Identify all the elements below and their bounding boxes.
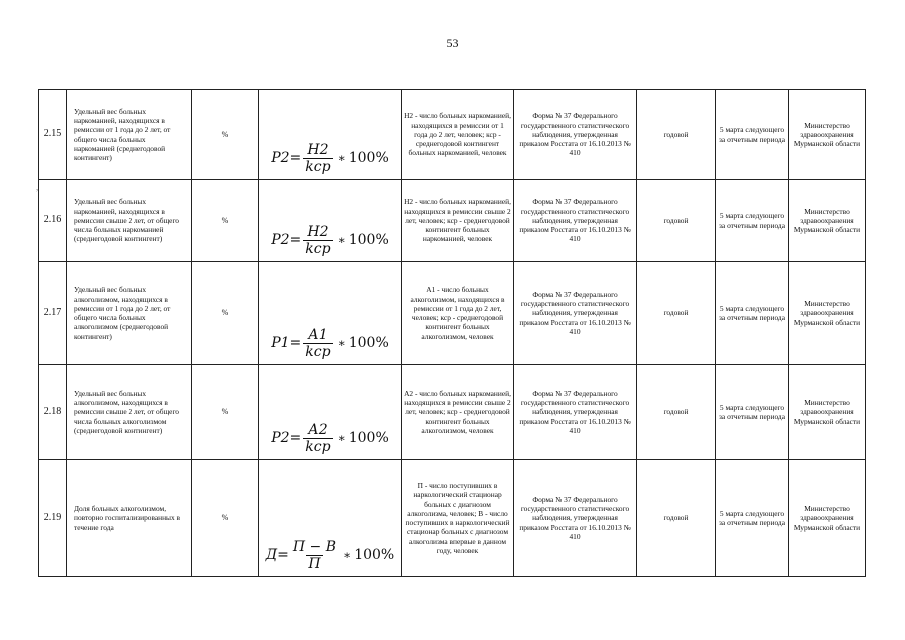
calculation-formula <box>259 365 402 460</box>
table-row <box>39 180 866 262</box>
periodicity: годовой <box>637 90 716 180</box>
row-number: 2.17 <box>39 262 67 365</box>
row-number: 2.16 <box>39 180 67 262</box>
data-source: Форма № 37 Федерального государственного статистического наблюдения, утвержденная приказом Росстата от 16.10.2013 № 410 <box>514 365 637 460</box>
unit-of-measure: % <box>192 262 259 365</box>
calculation-formula <box>259 460 402 577</box>
formula-denominator: kcp <box>305 343 331 360</box>
formula-numerator: П − В <box>292 538 337 555</box>
formula-multiply: ∗ <box>343 548 352 563</box>
formula-fraction <box>303 143 332 175</box>
formula-fraction <box>303 423 332 455</box>
formula-numerator: Н2 <box>307 223 329 240</box>
indicator-name: Удельный вес больных наркоманией, находящихся в ремиссии от 1 года до 2 лет, от общего числа больных наркоманией (среднегодовой контингент) <box>67 90 192 180</box>
formula-lhs: Д <box>265 547 278 563</box>
formula-lhs: Р2 <box>271 232 290 248</box>
page-number: 53 <box>446 36 459 50</box>
formula-fraction <box>291 540 338 572</box>
formula-multiply: ∗ <box>337 233 346 248</box>
formula-lhs: Р2 <box>271 430 290 446</box>
calculation-formula <box>259 90 402 180</box>
responsible-organization: Министерство здравоохранения Мурманской области <box>789 90 866 180</box>
formula-equals: = <box>289 150 302 166</box>
periodicity: годовой <box>637 365 716 460</box>
formula-lhs: Р2 <box>271 150 290 166</box>
submission-deadline: 5 марта следующего за отчетным периода <box>716 365 789 460</box>
unit-of-measure: % <box>192 460 259 577</box>
formula-numerator: Н2 <box>307 141 329 158</box>
responsible-organization: Министерство здравоохранения Мурманской области <box>789 262 866 365</box>
formula-numerator: А1 <box>308 326 328 343</box>
unit-of-measure: % <box>192 365 259 460</box>
table-row <box>39 262 866 365</box>
unit-of-measure: % <box>192 180 259 262</box>
formula-variables-description: А1 - число больных алкоголизмом, находящихся в ремиссии от 1 года до 2 лет, человек; ксp - среднегодовой контингент больных алкоголизмом, человек <box>402 262 514 365</box>
formula-variables-description: А2 - число больных наркоманией, находящихся в ремиссии свыше 2 лет, человек; ксp - среднегодовой контингент больных алкоголизмом, человек <box>402 365 514 460</box>
calculation-formula <box>259 262 402 365</box>
formula-variables-description: Н2 - число больных наркоманией, находящихся в ремиссии свыше 2 лет, человек; ксp - среднегодовой контингент больных наркоманией, человек <box>402 180 514 262</box>
indicator-name: Удельный вес больных алкоголизмом, находящихся в ремиссии свыше 2 лет, от общего числа больных алкоголизмом (среднегодовой контингент) <box>67 365 192 460</box>
formula-percent: 100% <box>354 547 395 563</box>
formula-lhs: Р1 <box>271 335 290 351</box>
table-row <box>39 365 866 460</box>
formula-expression <box>259 423 401 455</box>
table-row <box>39 90 866 180</box>
formula-expression <box>259 540 401 572</box>
formula-percent: 100% <box>348 335 389 351</box>
row-number: 2.18 <box>39 365 67 460</box>
formula-expression <box>259 225 401 257</box>
formula-percent: 100% <box>348 430 389 446</box>
periodicity: годовой <box>637 460 716 577</box>
responsible-organization: Министерство здравоохранения Мурманской области <box>789 180 866 262</box>
formula-denominator: kcp <box>305 438 331 455</box>
table-row <box>39 460 866 577</box>
formula-fraction <box>303 328 332 360</box>
formula-equals: = <box>289 335 302 351</box>
unit-of-measure: % <box>192 90 259 180</box>
scan-speck: , <box>36 182 39 192</box>
submission-deadline: 5 марта следующего за отчетным периода <box>716 262 789 365</box>
responsible-organization: Министерство здравоохранения Мурманской области <box>789 365 866 460</box>
formula-expression <box>259 328 401 360</box>
indicators-table <box>38 89 866 577</box>
formula-denominator: П <box>308 555 321 572</box>
data-source: Форма № 37 Федерального государственного статистического наблюдения, утвержденная приказом Росстата от 16.10.2013 № 410 <box>514 262 637 365</box>
row-number: 2.19 <box>39 460 67 577</box>
submission-deadline: 5 марта следующего за отчетным периода <box>716 460 789 577</box>
formula-denominator: kcp <box>305 158 331 175</box>
formula-expression <box>259 143 401 175</box>
formula-percent: 100% <box>348 232 389 248</box>
formula-equals: = <box>289 232 302 248</box>
responsible-organization: Министерство здравоохранения Мурманской области <box>789 460 866 577</box>
submission-deadline: 5 марта следующего за отчетным периода <box>716 180 789 262</box>
indicator-name: Удельный вес больных наркоманией, находящихся в ремиссии свыше 2 лет, от общего числа больных наркоманией (среднегодовой контингент) <box>67 180 192 262</box>
data-source: Форма № 37 Федерального государственного статистического наблюдения, утвержденная приказом Росстата от 16.10.2013 № 410 <box>514 180 637 262</box>
formula-variables-description: Н2 - число больных наркоманией, находящихся в ремиссии от 1 года до 2 лет, человек; ксp - среднегодовой контингент больных наркоманией, человек <box>402 90 514 180</box>
indicator-name: Удельный вес больных алкоголизмом, находящихся в ремиссии от 1 года до 2 лет, от общего числа больных алкоголизмом (среднегодовой контингент) <box>67 262 192 365</box>
indicator-name: Доля больных алкоголизмом, повторно госпитализированных в течение года <box>67 460 192 577</box>
formula-denominator: kcp <box>305 240 331 257</box>
formula-multiply: ∗ <box>337 151 346 166</box>
calculation-formula <box>259 180 402 262</box>
formula-equals: = <box>289 430 302 446</box>
formula-multiply: ∗ <box>337 336 346 351</box>
formula-multiply: ∗ <box>337 431 346 446</box>
formula-fraction <box>303 225 332 257</box>
periodicity: годовой <box>637 180 716 262</box>
formula-numerator: А2 <box>308 421 328 438</box>
formula-variables-description: П - число поступивших в наркологический стационар больных с диагнозом алкоголизма, человек; В - число поступивших в наркологический стационар больных с диагнозом алкоголизма впервые в данном году, человек <box>402 460 514 577</box>
data-source: Форма № 37 Федерального государственного статистического наблюдения, утвержденная приказом Росстата от 16.10.2013 № 410 <box>514 460 637 577</box>
submission-deadline: 5 марта следующего за отчетным периода <box>716 90 789 180</box>
row-number: 2.15 <box>39 90 67 180</box>
formula-percent: 100% <box>348 150 389 166</box>
periodicity: годовой <box>637 262 716 365</box>
data-source: Форма № 37 Федерального государственного статистического наблюдения, утвержденная приказом Росстата от 16.10.2013 № 410 <box>514 90 637 180</box>
formula-equals: = <box>277 547 289 563</box>
